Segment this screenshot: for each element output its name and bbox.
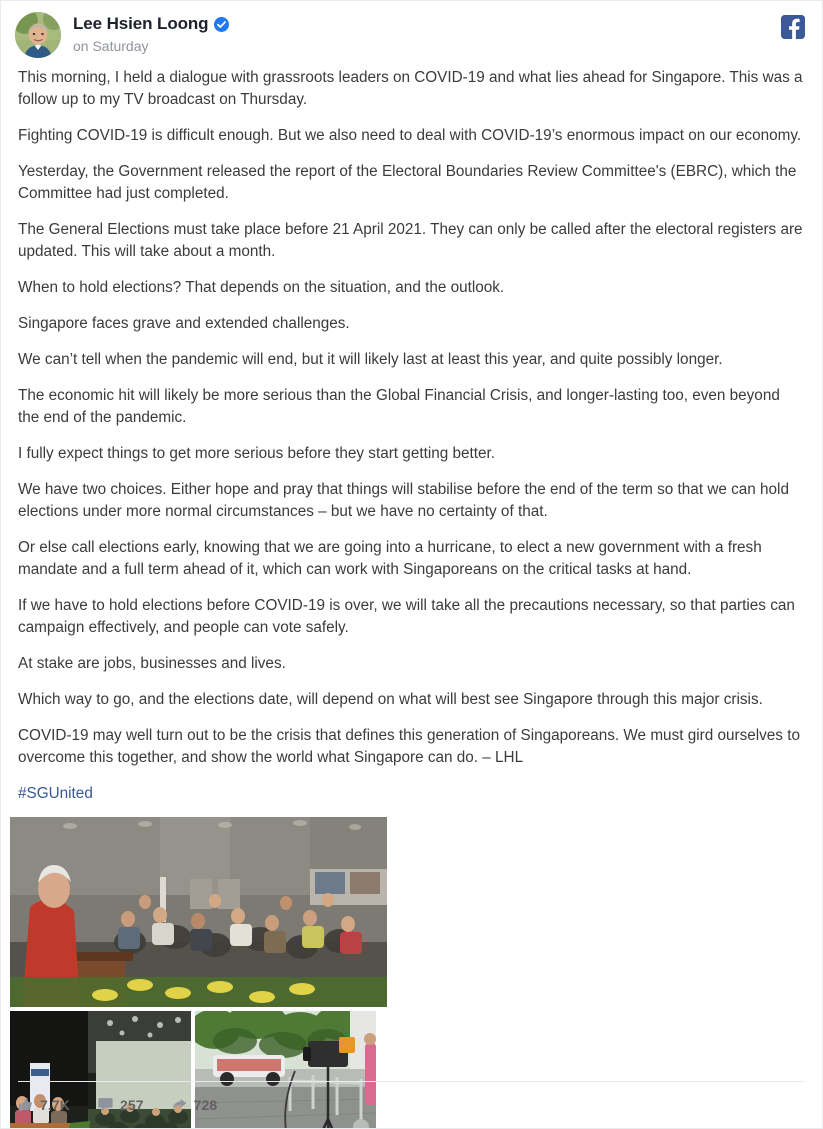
comment-icon: [98, 1097, 113, 1112]
post-engagement-bar: [1, 1081, 822, 1128]
share-count: 728: [193, 1096, 218, 1113]
author-name-row: [73, 14, 229, 34]
post-paragraph: The General Elections must take place before 21 April 2021. They can only be called after the electoral registers are updated. This will take about a month.: [18, 221, 803, 260]
post-paragraph: If we have to hold elections before COVID-19 is over, we will take all the precautions necessary, so that parties can campaign effectively, and people can vote safely.: [18, 597, 795, 636]
post-paragraph: At stake are jobs, businesses and lives.: [18, 655, 286, 672]
post-paragraph: COVID-19 may well turn out to be the crisis that defines this generation of Singaporeans. We must gird ourselves to overcome this together, and show the world what Singapore can do. – LHL: [18, 727, 800, 766]
post-paragraph: We have two choices. Either hope and pray that things will stabilise before the end of the term so that we can hold elections under more normal circumstances – but we have no certainty of that.: [18, 481, 789, 520]
post-timestamp[interactable]: on Saturday: [73, 38, 149, 54]
post-paragraph: Which way to go, and the elections date, will depend on what will best see Singapore through this major crisis.: [18, 691, 763, 708]
facebook-logo-icon[interactable]: [781, 15, 805, 39]
like-count: 7.7K: [40, 1096, 70, 1113]
author-avatar[interactable]: [15, 12, 61, 58]
footer-divider: [18, 1081, 805, 1082]
post-paragraph: I fully expect things to get more serious before they start getting better.: [18, 445, 496, 462]
post-paragraph: Singapore faces grave and extended challenges.: [18, 315, 350, 332]
share-icon: [172, 1097, 187, 1112]
share-stat[interactable]: [172, 1097, 218, 1113]
post-paragraph: When to hold elections? That depends on the situation, and the outlook.: [18, 279, 505, 296]
post-paragraph: Fighting COVID-19 is difficult enough. But we also need to deal with COVID-19’s enormous impact on our economy.: [18, 127, 802, 144]
hashtag-link[interactable]: #SGUnited: [18, 785, 93, 802]
author-info: [73, 12, 229, 55]
post-message: [1, 67, 822, 805]
author-name[interactable]: Lee Hsien Loong: [73, 14, 209, 33]
post-paragraph: This morning, I held a dialogue with grassroots leaders on COVID-19 and what lies ahead for Singapore. This was a follow up to my TV broadcast on Thursday.: [18, 69, 803, 108]
like-stat[interactable]: [18, 1097, 70, 1113]
comment-stat[interactable]: [98, 1097, 144, 1113]
post-paragraph: Or else call elections early, knowing that we are going into a hurricane, to elect a new government with a fresh mandate and a full term ahead of it, which can work with Singaporeans on the critical tasks at hand.: [18, 539, 762, 578]
post-paragraph: We can’t tell when the pandemic will end, but it will likely last at least this year, and quite possibly longer.: [18, 351, 723, 368]
thumbs-up-icon: [18, 1097, 33, 1112]
post-paragraph: Yesterday, the Government released the report of the Electoral Boundaries Review Committee's (EBRC), which the Committee had just completed.: [18, 163, 797, 202]
verified-check-icon: [214, 17, 229, 32]
post-paragraph: The economic hit will likely be more serious than the Global Financial Crisis, and longer-lasting too, even beyond the end of the pandemic.: [18, 387, 780, 426]
comment-count: 257: [119, 1096, 144, 1113]
post-header: [1, 1, 822, 67]
photo-dialogue-with-grassroots-leaders[interactable]: [10, 817, 387, 1007]
